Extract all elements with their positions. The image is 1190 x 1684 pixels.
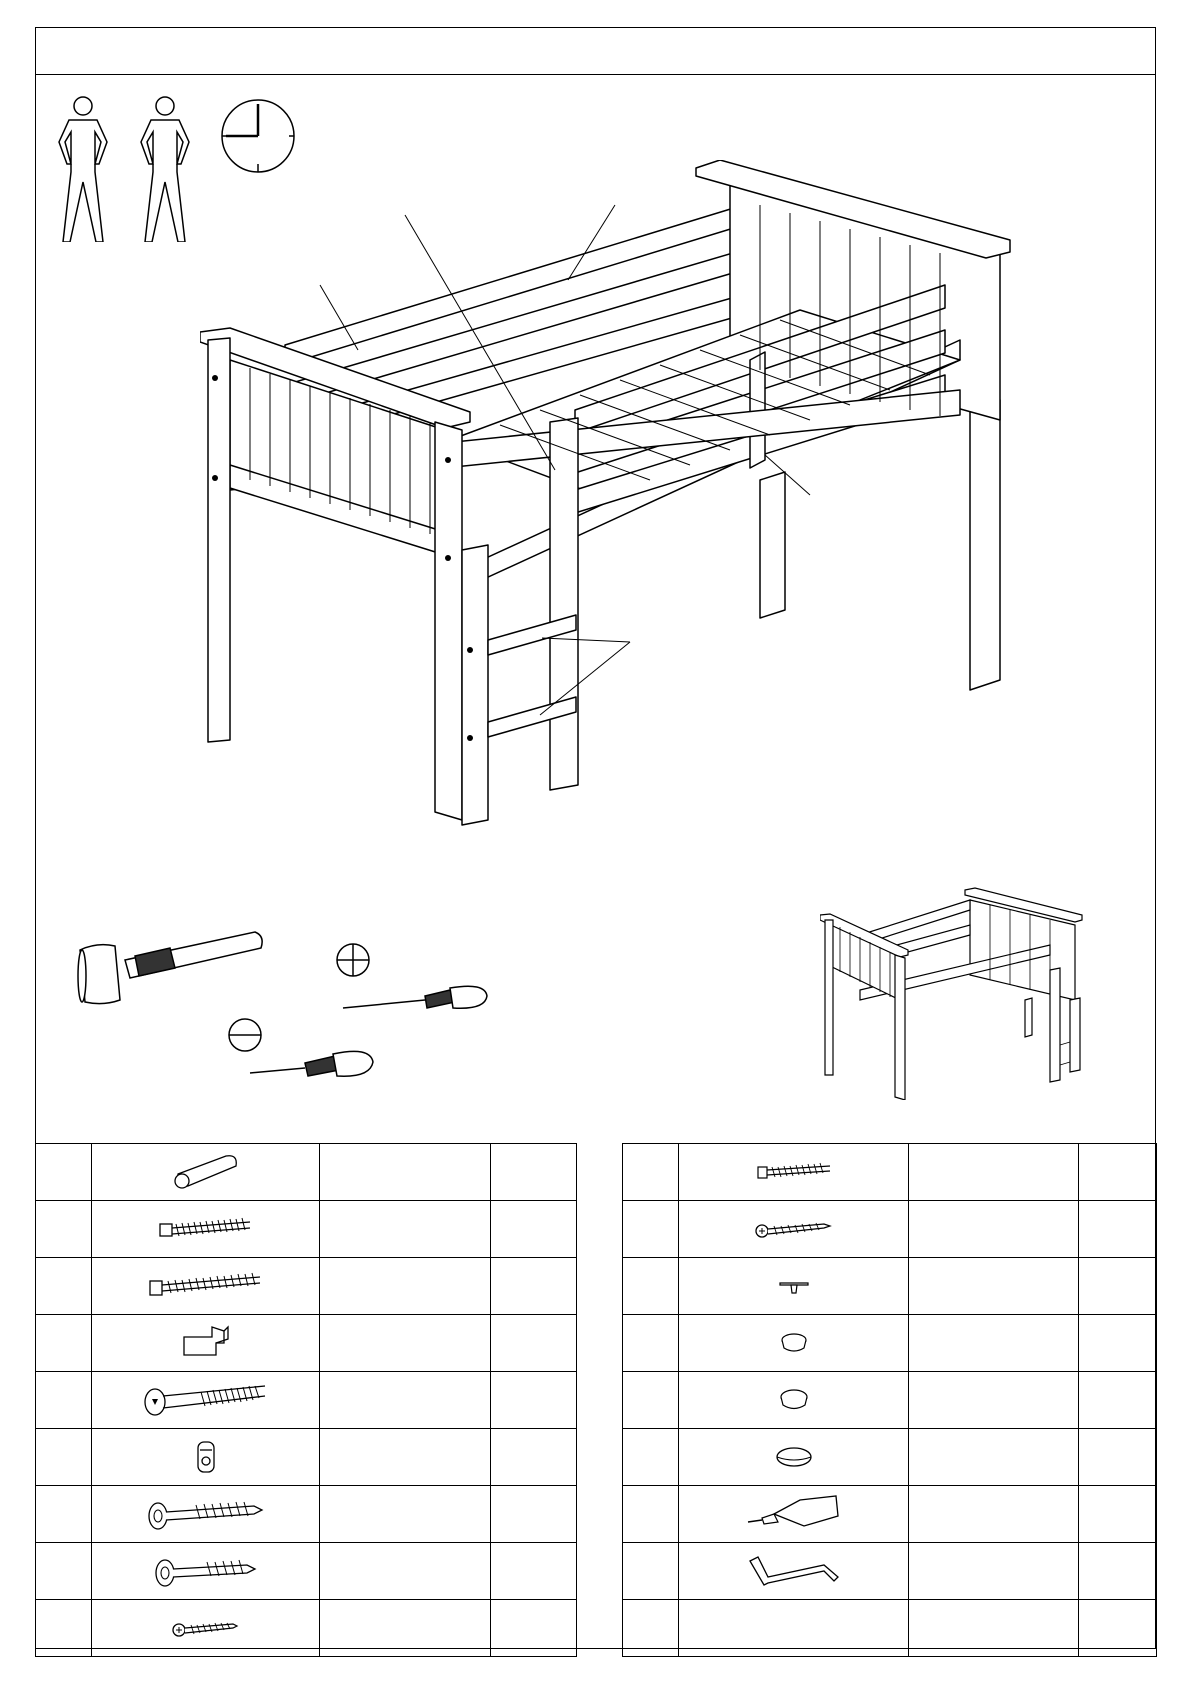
table-row <box>623 1543 1157 1600</box>
part-size <box>320 1372 491 1429</box>
cam-screw-icon <box>754 1159 834 1185</box>
table-row <box>36 1144 577 1201</box>
part-icon-cell <box>679 1144 909 1201</box>
part-icon-cell <box>679 1372 909 1429</box>
connector-bolt-long-icon <box>146 1496 266 1532</box>
part-size <box>909 1543 1079 1600</box>
part-icon-cell <box>92 1201 320 1258</box>
part-qty <box>1079 1600 1157 1657</box>
table-row <box>623 1429 1157 1486</box>
part-code <box>36 1372 92 1429</box>
cam-screw-short-icon <box>156 1214 256 1244</box>
part-size <box>909 1258 1079 1315</box>
allen-key-icon <box>744 1551 844 1591</box>
ladder-rail-inner <box>550 418 578 790</box>
part-icon-cell <box>92 1315 320 1372</box>
table-row <box>36 1201 577 1258</box>
right-front-leg <box>435 422 462 820</box>
part-qty <box>1079 1429 1157 1486</box>
part-size <box>320 1429 491 1486</box>
table-row <box>36 1600 577 1657</box>
part-qty <box>491 1144 577 1201</box>
part-code <box>36 1543 92 1600</box>
part-qty <box>1079 1315 1157 1372</box>
phillips-screwdriver-icon <box>337 944 487 1008</box>
part-qty <box>491 1486 577 1543</box>
part-icon-cell <box>92 1543 320 1600</box>
part-qty <box>1079 1258 1157 1315</box>
hardware-table-left <box>35 1143 577 1657</box>
part-size <box>909 1429 1079 1486</box>
part-icon-cell <box>679 1429 909 1486</box>
part-icon-cell <box>679 1543 909 1600</box>
table-row <box>36 1429 577 1486</box>
part-size <box>320 1258 491 1315</box>
wooden-dowel-icon <box>166 1150 246 1194</box>
part-size <box>320 1315 491 1372</box>
table-row <box>623 1258 1157 1315</box>
part-size <box>909 1600 1079 1657</box>
hardware-table-right <box>622 1143 1157 1657</box>
part-code <box>36 1429 92 1486</box>
table-row <box>36 1258 577 1315</box>
part-code <box>623 1315 679 1372</box>
header-bar <box>36 28 1155 75</box>
part-qty <box>491 1372 577 1429</box>
flat-screwdriver-icon <box>229 1019 373 1076</box>
part-size <box>909 1201 1079 1258</box>
part-size <box>320 1486 491 1543</box>
part-qty <box>1079 1201 1157 1258</box>
cap-cover-large-icon <box>776 1385 812 1415</box>
part-icon-cell <box>92 1258 320 1315</box>
part-size <box>320 1201 491 1258</box>
part-icon-cell <box>92 1372 320 1429</box>
tools-group <box>75 930 495 1100</box>
part-size <box>909 1315 1079 1372</box>
person-icon <box>59 97 107 242</box>
connector-bolt-short-icon <box>151 1553 261 1589</box>
part-code <box>623 1600 679 1657</box>
part-size <box>320 1600 491 1657</box>
part-code <box>36 1201 92 1258</box>
left-front-leg <box>208 338 230 742</box>
part-icon-cell <box>92 1429 320 1486</box>
table-row <box>623 1201 1157 1258</box>
part-icon-cell <box>679 1486 909 1543</box>
table-row <box>623 1600 1157 1657</box>
ladder-rail-outer <box>462 545 488 825</box>
mallet-icon <box>78 932 262 1004</box>
table-row <box>36 1315 577 1372</box>
table-row <box>623 1372 1157 1429</box>
part-icon-cell <box>679 1315 909 1372</box>
part-qty <box>491 1258 577 1315</box>
part-size <box>909 1372 1079 1429</box>
part-code <box>36 1258 92 1315</box>
part-icon-cell <box>679 1600 909 1657</box>
part-size <box>909 1144 1079 1201</box>
cam-screw-long-icon <box>146 1269 266 1303</box>
part-code <box>623 1258 679 1315</box>
part-code <box>623 1144 679 1201</box>
felt-pad-icon <box>772 1443 816 1471</box>
part-code <box>36 1315 92 1372</box>
table-row <box>623 1315 1157 1372</box>
table-row <box>36 1372 577 1429</box>
allen-bolt-icon <box>141 1380 271 1420</box>
part-code <box>623 1372 679 1429</box>
loft-bed-assembly-drawing <box>200 160 1070 880</box>
part-qty <box>1079 1372 1157 1429</box>
part-qty <box>1079 1144 1157 1201</box>
part-icon-cell <box>679 1258 909 1315</box>
assembled-bed-preview <box>820 880 1090 1100</box>
table-row <box>36 1486 577 1543</box>
part-icon-cell <box>92 1600 320 1657</box>
part-icon-cell <box>679 1201 909 1258</box>
part-icon-cell <box>92 1486 320 1543</box>
part-qty <box>491 1201 577 1258</box>
part-code <box>36 1486 92 1543</box>
part-qty <box>491 1600 577 1657</box>
wood-screw-icon <box>754 1217 834 1241</box>
part-qty <box>491 1543 577 1600</box>
table-row <box>623 1144 1157 1201</box>
back-left-leg <box>760 472 785 618</box>
back-right-leg <box>970 400 1000 690</box>
part-qty <box>491 1315 577 1372</box>
part-code <box>36 1600 92 1657</box>
part-size <box>320 1543 491 1600</box>
part-code <box>623 1543 679 1600</box>
part-qty <box>1079 1486 1157 1543</box>
table-row <box>623 1486 1157 1543</box>
part-qty <box>1079 1543 1157 1600</box>
part-size <box>909 1486 1079 1543</box>
part-qty <box>491 1429 577 1486</box>
cap-cover-small-icon <box>776 1328 812 1358</box>
table-row <box>36 1543 577 1600</box>
part-code <box>623 1486 679 1543</box>
slat-bracket-icon <box>176 1323 236 1363</box>
wood-screw-small-icon <box>171 1616 241 1640</box>
barrel-nut-icon <box>191 1437 221 1477</box>
plastic-pin-icon <box>774 1275 814 1297</box>
glue-tube-icon <box>744 1492 844 1536</box>
part-icon-cell <box>92 1144 320 1201</box>
part-code <box>623 1429 679 1486</box>
part-code <box>623 1201 679 1258</box>
part-size <box>320 1144 491 1201</box>
person-icon <box>141 97 189 242</box>
part-code <box>36 1144 92 1201</box>
